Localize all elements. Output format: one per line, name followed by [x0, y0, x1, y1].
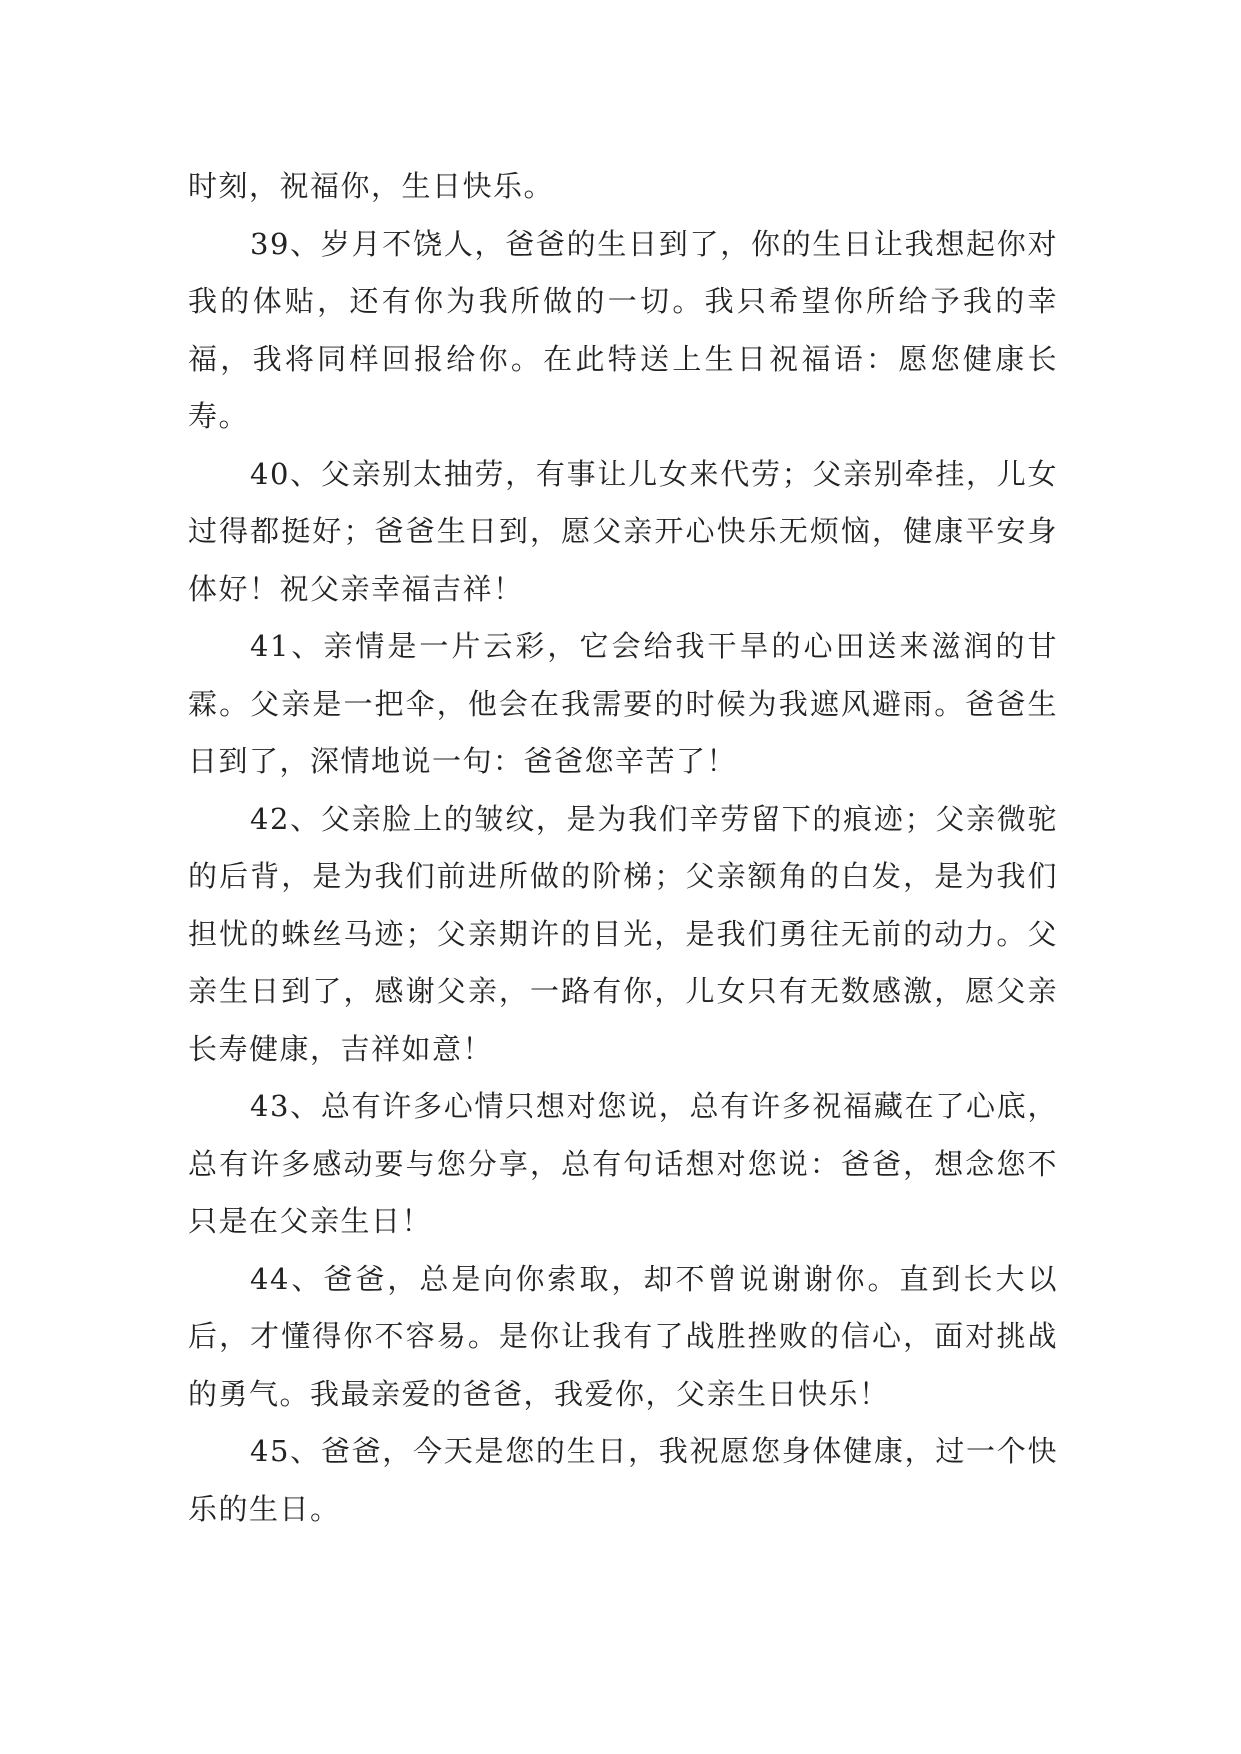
- paragraph-43: 43、总有许多心情只想对您说，总有许多祝福藏在了心底，总有许多感动要与您分享，总有句话想对您说：爸爸，想念您不只是在父亲生日！: [188, 1089, 1058, 1238]
- paragraph-41: 41、亲情是一片云彩，它会给我干旱的心田送来滋润的甘霖。父亲是一把伞，他会在我需要的时候为我遮风避雨。爸爸生日到了，深情地说一句：爸爸您辛苦了！: [188, 629, 1058, 778]
- paragraph-40: 40、父亲别太抽劳，有事让儿女来代劳；父亲别牵挂，儿女过得都挺好；爸爸生日到，愿父亲开心快乐无烦恼，健康平安身体好！祝父亲幸福吉祥！: [188, 456, 1058, 606]
- paragraph-39: 39、岁月不饶人，爸爸的生日到了，你的生日让我想起你对我的体贴，还有你为我所做的一切。我只希望你所给予我的幸福，我将同样回报给你。在此特送上生日祝福语：愿您健康长寿。: [188, 226, 1058, 433]
- paragraph-44: 44、爸爸，总是向你索取，却不曾说谢谢你。直到长大以后，才懂得你不容易。是你让我有了战胜挫败的信心，面对挑战的勇气。我最亲爱的爸爸，我爱你，父亲生日快乐！: [188, 1261, 1058, 1411]
- paragraph-continuation: 时刻，祝福你，生日快乐。: [188, 169, 555, 203]
- paragraph-42: 42、父亲脸上的皱纹，是为我们辛劳留下的痕迹；父亲微驼的后背，是为我们前进所做的阶梯；父亲额角的白发，是为我们担忧的蛛丝马迹；父亲期许的目光，是我们勇往无前的动力。父亲生日到了，感谢父亲，一路有你，儿女只有无数感激，愿父亲长寿健康，吉祥如意！: [188, 801, 1058, 1066]
- document-body: [188, 158, 1058, 1538]
- paragraph-45: 45、爸爸，今天是您的生日，我祝愿您身体健康，过一个快乐的生日。: [188, 1434, 1058, 1526]
